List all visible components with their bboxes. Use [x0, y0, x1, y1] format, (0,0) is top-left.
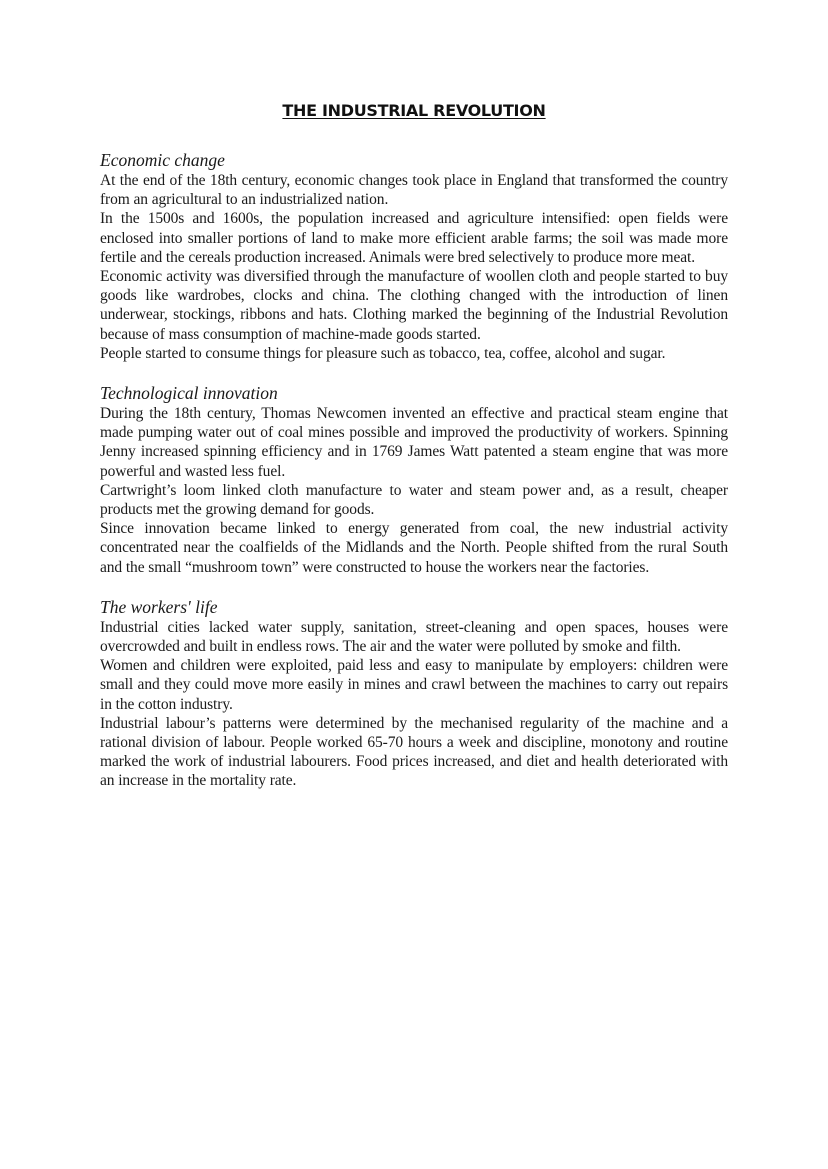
paragraph: People started to consume things for pleasure such as tobacco, tea, coffee, alcohol and sugar. [100, 344, 666, 362]
paragraph: During the 18th century, Thomas Newcomen invented an effective and practical steam engine that made pumping water out of coal mines possible and improved the productivity of workers. Spinning Jenny increased spinning efficiency and in 1769 James Watt patented a steam engine that was more powerful and wasted less fuel. [100, 405, 728, 480]
paragraph: Since innovation became linked to energy generated from coal, the new industrial activity concentrated near the coalfields of the Midlands and the North. People shifted from the rural South and the small “mushroom town” were constructed to house the workers near the factories. [100, 520, 728, 576]
paragraph: Industrial labour’s patterns were determined by the mechanised regularity of the machine and a rational division of labour. People worked 65-70 hours a week and discipline, monotony and routine marked the work of industrial labourers. Food prices increased, and diet and health deteriorated with an increase in the mortality rate. [100, 714, 728, 790]
document-page [100, 100, 728, 811]
section-workers-life [100, 597, 728, 791]
section-heading: Technological innovation [100, 383, 278, 404]
paragraph: At the end of the 18th century, economic changes took place in England that transformed the country from an agricultural to an industrialized nation. [100, 172, 728, 209]
section-heading: Economic change [100, 150, 225, 170]
paragraph: Women and children were exploited, paid less and easy to manipulate by employers: children were small and they could move more easily in mines and crawl between the machines to carry out repairs in the cotton industry. [100, 657, 728, 713]
paragraph: Cartwright’s loom linked cloth manufacture to water and steam power and, as a result, cheaper products met the growing demand for goods. [100, 481, 728, 519]
paragraph: In the 1500s and 1600s, the population increased and agriculture intensified: open fields were enclosed into smaller portions of land to make more efficient arable farms; the soil was made more fertile and the cereals production increased. Animals were bred selectively to produce more meat. [100, 210, 728, 266]
paragraph: Industrial cities lacked water supply, sanitation, street-cleaning and open spaces, houses were overcrowded and built in endless rows. The air and the water were polluted by smoke and filth. [100, 618, 728, 656]
section-heading: The workers' life [100, 596, 218, 617]
paragraph: Economic activity was diversified through the manufacture of woollen cloth and people started to buy goods like wardrobes, clocks and china. The clothing changed with the introduction of linen underwear, stockings, ribbons and hats. Clothing marked the beginning of the Industrial Revolution because of mass consumption of machine-made goods started. [100, 268, 728, 343]
section-technological-innovation [100, 383, 728, 577]
section-economic-change [100, 150, 728, 363]
document-title: THE INDUSTRIAL REVOLUTION [282, 101, 546, 120]
